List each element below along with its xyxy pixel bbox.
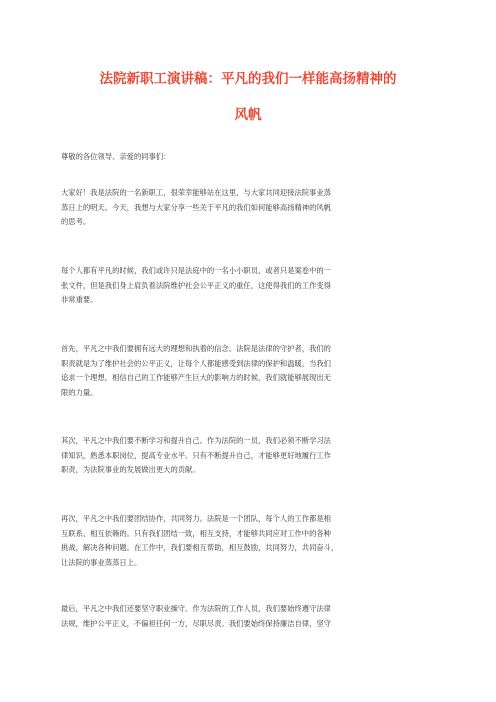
paragraph-line: 让法院的事业蒸蒸日上。	[61, 557, 142, 567]
paragraph-line: 再次，平凡之中我们要团结协作，共同努力。法院是一个团队，每个人的工作都是相	[61, 514, 331, 523]
paragraph-salutation	[61, 150, 441, 165]
paragraph-introduction	[61, 186, 441, 230]
document-title-line-2: 风帆	[234, 107, 262, 123]
paragraph-learning	[61, 434, 441, 478]
paragraph-line: 职责就是为了维护社会的公平正义，让每个人都能感受到法律的保护和温暖。当我们	[61, 358, 331, 368]
paragraph-ideals	[61, 342, 441, 400]
paragraph-line: 蒸日上的明天。今天，我想与大家分享一些关于平凡的我们如何能够高扬精神的风帆	[61, 202, 331, 212]
paragraph-line: 非常重要。	[61, 295, 98, 305]
paragraph-line: 尊敬的各位领导、亲爱的同事们：	[61, 152, 171, 161]
paragraph-line: 每个人都有平凡的时候，我们或许只是法庭中的一名小小职员，或者只是案卷中的一	[61, 266, 331, 275]
paragraph-line: 互联系、相互依赖的。只有我们团结一致，相互支持，才能够共同应对工作中的各种	[61, 528, 331, 538]
document-title-line-1: 法院新职工演讲稿：平凡的我们一样能高扬精神的	[99, 71, 397, 87]
paragraph-line: 张文件，但是我们身上肩负着法院维护社会公平正义的重任，这使得我们的工作变得	[61, 280, 331, 290]
paragraph-line: 律知识，熟悉本职岗位，提高专业水平。只有不断提升自己，才能够更好地履行工作	[61, 450, 331, 460]
paragraph-ordinary-role	[61, 264, 441, 308]
paragraph-teamwork	[61, 512, 441, 570]
paragraph-line: 首先，平凡之中我们要拥有远大的理想和执着的信念。法院是法律的守护者，我们的	[61, 344, 331, 353]
paragraph-line: 的思考。	[61, 217, 91, 227]
paragraph-line: 法规，维护公平正义，不偏袒任何一方，尽职尽责。我们要始终保持廉洁自律，坚守	[61, 618, 331, 628]
paragraph-line: 最后，平凡之中我们还要坚守职业操守。作为法院的工作人员，我们要始终遵守法律	[61, 604, 331, 613]
paragraph-ethics	[61, 602, 441, 631]
paragraph-line: 大家好！我是法院的一名新职工，很荣幸能够站在这里，与大家共同迎接法院事业蒸	[61, 188, 331, 197]
paragraph-line: 挑战，解决各种问题。在工作中，我们要相互帮助，相互鼓励，共同努力，共同奋斗，	[61, 543, 339, 553]
paragraph-line: 限的力量。	[61, 387, 98, 397]
paragraph-line: 其次，平凡之中我们要不断学习和提升自己。作为法院的一员，我们必须不断学习法	[61, 436, 331, 445]
paragraph-line: 追求一个理想，相信自己的工作能够产生巨大的影响力的时候，我们就能够展现出无	[61, 373, 331, 383]
paragraph-line: 职责，为法院事业的发展做出更大的贡献。	[61, 465, 200, 475]
